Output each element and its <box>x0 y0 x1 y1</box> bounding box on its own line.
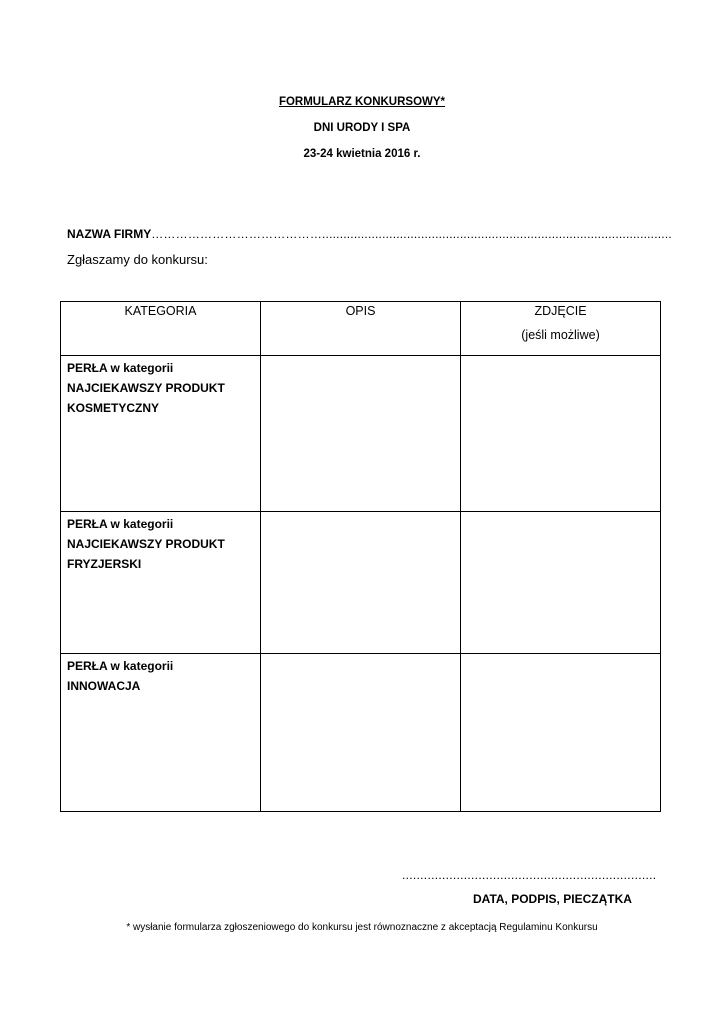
category-line: INNOWACJA <box>67 679 141 693</box>
table-row <box>61 512 661 654</box>
form-subtitle: DNI URODY I SPA <box>313 122 411 134</box>
signature-line[interactable]: ...................................................................... <box>402 868 657 882</box>
table-row <box>61 356 661 512</box>
form-date: 23-24 kwietnia 2016 r. <box>303 148 421 160</box>
company-name-dots: ……………………………………................................................................................................... <box>151 227 672 241</box>
form-title <box>0 96 724 108</box>
table-row <box>61 654 661 812</box>
category-line: PERŁA w kategorii <box>67 361 174 375</box>
header-zdjecie-label: ZDJĘCIE <box>534 304 587 318</box>
table-header-row <box>61 302 661 356</box>
category-cell <box>61 512 261 654</box>
category-cell <box>61 356 261 512</box>
company-name-field[interactable] <box>67 227 672 241</box>
photo-cell[interactable] <box>461 654 661 812</box>
header-opis-label: OPIS <box>345 304 376 318</box>
description-cell[interactable] <box>261 356 461 512</box>
form-title-text: FORMULARZ KONKURSOWY* <box>278 96 446 108</box>
category-line: NAJCIEKAWSZY PRODUKT <box>67 381 225 395</box>
header-zdjecie-note: (jeśli możliwe) <box>521 328 600 342</box>
signature-label: DATA, PODPIS, PIECZĄTKA <box>473 892 632 906</box>
footnote: * wysłanie formularza zgłoszeniowego do konkursu jest równoznaczne z akceptacją Regulaminu Konkursu <box>126 922 598 933</box>
category-line: FRYZJERSKI <box>67 557 142 571</box>
category-line: NAJCIEKAWSZY PRODUKT <box>67 537 225 551</box>
category-line: KOSMETYCZNY <box>67 401 160 415</box>
category-cell <box>61 654 261 812</box>
photo-cell[interactable] <box>461 356 661 512</box>
description-cell[interactable] <box>261 512 461 654</box>
description-cell[interactable] <box>261 654 461 812</box>
intro-text: Zgłaszamy do konkursu: <box>67 252 208 267</box>
category-line: PERŁA w kategorii <box>67 659 174 673</box>
header-kategoria <box>61 302 261 356</box>
category-line: PERŁA w kategorii <box>67 517 174 531</box>
photo-cell[interactable] <box>461 512 661 654</box>
header-opis <box>261 302 461 356</box>
company-name-label: NAZWA FIRMY <box>67 227 152 241</box>
header-zdjecie <box>461 302 661 356</box>
entry-table <box>60 301 661 812</box>
header-kategoria-label: KATEGORIA <box>124 304 197 318</box>
